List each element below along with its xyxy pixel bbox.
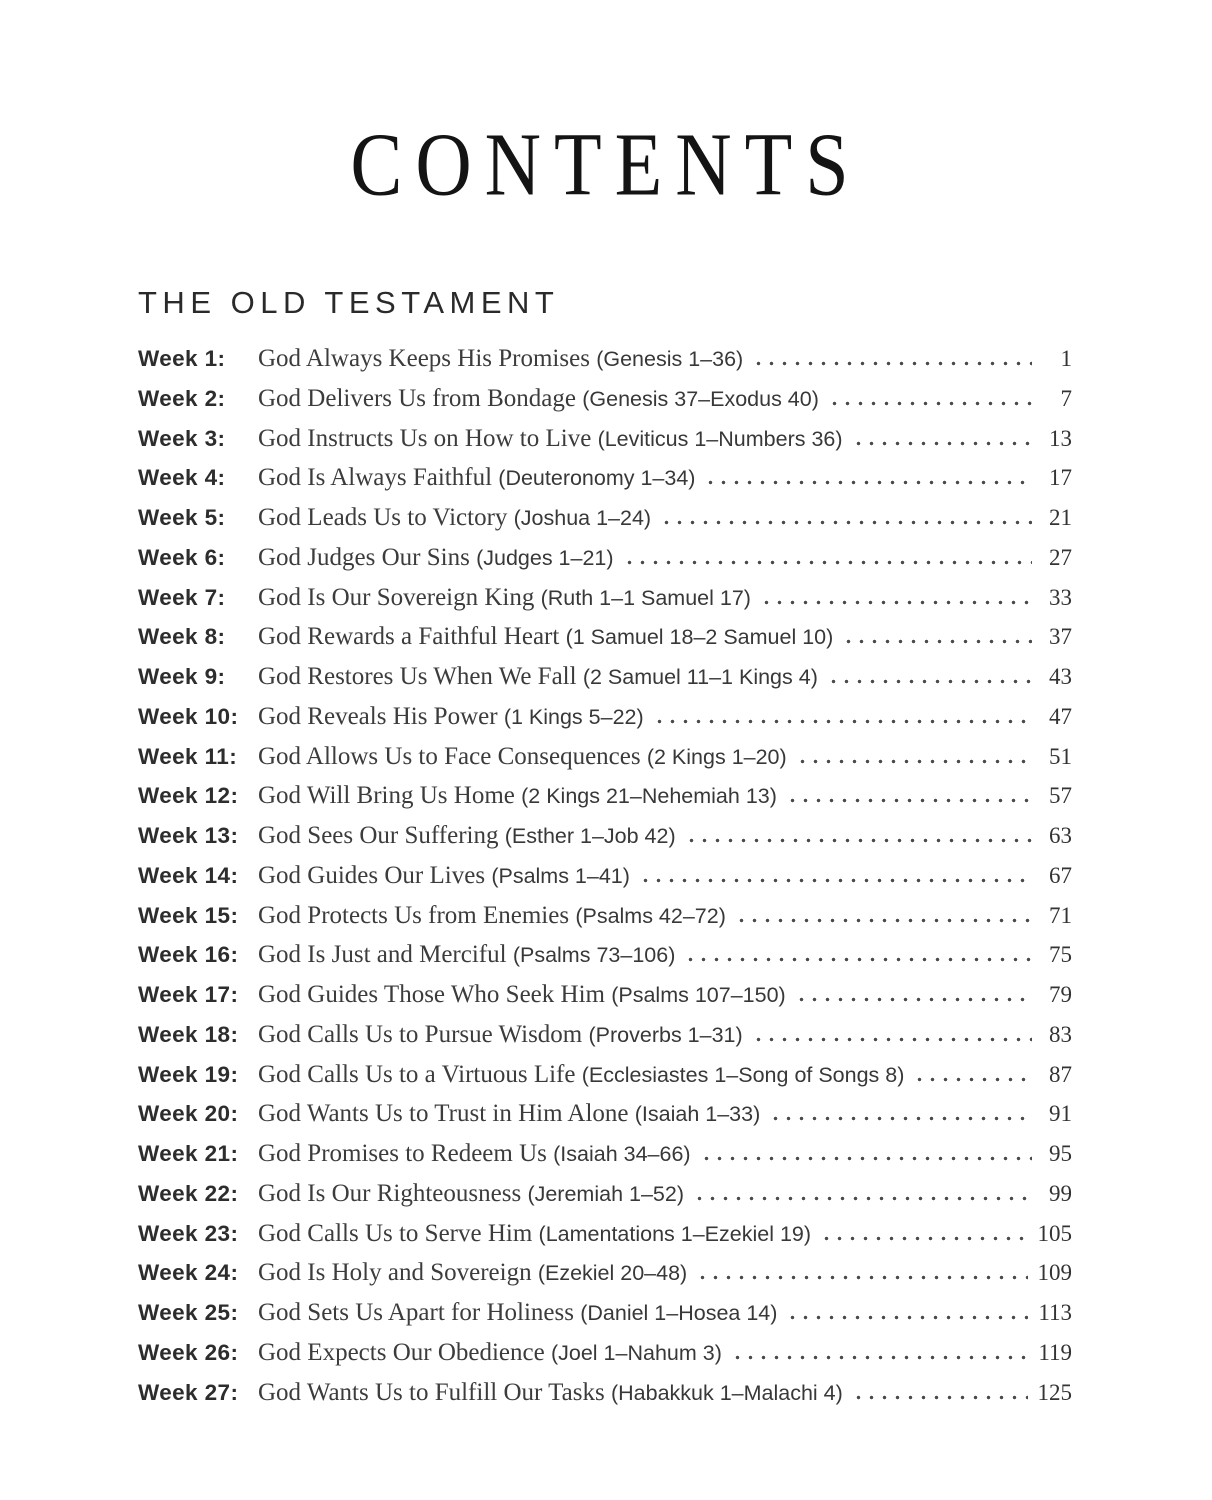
dot-leader [653,719,1032,724]
page-number: 79 [1049,982,1072,1007]
scripture-ref: (Ezekiel 20–48) [537,1261,688,1286]
toc-row [138,623,1072,663]
toc-row [138,544,1072,584]
scripture-ref: (Jeremiah 1–52) [527,1181,684,1206]
scripture-ref: (Joel 1–Nahum 3) [550,1340,722,1365]
toc-row [138,584,1072,624]
week-label: Week 14: [138,862,239,888]
entry-title: God Promises to Redeem Us [258,1140,554,1167]
scripture-ref: (Psalms 42–72) [575,903,726,928]
scripture-ref: (Deuteronomy 1–34) [498,466,696,491]
week-label: Week 19: [138,1061,239,1087]
scripture-ref: (Leviticus 1–Numbers 36) [597,426,843,451]
entry-title: God Calls Us to a Virtuous Life [258,1060,582,1088]
week-label: Week 18: [138,1021,239,1047]
week-label: Week 20: [138,1101,239,1127]
entry-title: God Guides Our Lives [258,861,492,889]
scripture-ref: (Psalms 107–150) [611,983,786,1007]
toc-row [138,941,1072,981]
entry-title: God Is Always Faithful [258,464,499,492]
entry-text [258,822,676,850]
toc-row [138,385,1072,425]
dot-leader [735,918,1032,923]
entry-text [258,1339,722,1367]
page-number: 125 [1037,1379,1072,1405]
dot-leader [795,997,1032,1002]
dot-leader [693,1196,1032,1201]
toc-row [138,822,1072,862]
toc-row [138,703,1072,743]
toc-row [138,1339,1072,1379]
entry-title: God Calls Us to Pursue Wisdom [258,1020,589,1048]
page-number: 109 [1037,1260,1072,1286]
dot-leader [639,878,1032,883]
week-label: Week 15: [138,902,239,928]
entry-text [258,1379,843,1407]
toc-row [138,1379,1072,1419]
toc-row [138,862,1072,902]
section-heading-old-testament: THE OLD TESTAMENT [138,285,560,320]
page-number: 99 [1049,1180,1072,1206]
scripture-ref: (Esther 1–Job 42) [504,824,676,848]
entry-title: God Sees Our Suffering [258,822,505,849]
week-label: Week 2: [138,385,226,411]
scripture-ref: (Isaiah 34–66) [553,1142,691,1166]
entry-text [258,1021,743,1049]
toc-row [138,1140,1072,1180]
week-label: Week 8: [138,624,226,650]
scripture-ref: (Psalms 73–106) [512,943,676,968]
dot-leader [769,1116,1032,1121]
page-number: 119 [1038,1339,1072,1365]
dot-leader [786,798,1032,803]
entry-title: God Is Our Sovereign King [258,583,541,611]
dot-leader [913,1077,1032,1082]
entry-title: God Is Holy and Sovereign [258,1259,538,1287]
entry-text [258,544,614,572]
page-number: 57 [1049,783,1072,809]
dot-leader [796,759,1032,764]
dot-leader [696,1275,1027,1280]
dot-leader [852,1395,1028,1400]
week-label: Week 23: [138,1220,239,1246]
entry-text [258,1180,684,1208]
scripture-ref: (Ecclesiastes 1–Song of Songs 8) [581,1062,905,1087]
page-number: 83 [1049,1021,1072,1047]
page-number: 63 [1049,823,1072,848]
dot-leader [623,560,1032,565]
page-number: 37 [1049,624,1072,650]
entry-text [258,1299,777,1327]
entry-text [258,782,777,810]
page-number: 13 [1049,425,1072,451]
dot-leader [760,600,1032,605]
page-number: 71 [1049,902,1072,928]
toc-row [138,1299,1072,1339]
scripture-ref: (Joshua 1–24) [513,506,652,530]
dot-leader [752,1037,1032,1042]
toc-row [138,345,1072,385]
dot-leader [752,361,1032,366]
entry-text [258,504,651,532]
toc-row [138,1220,1072,1260]
dot-leader [685,838,1032,843]
week-label: Week 6: [138,544,226,570]
week-label: Week 16: [138,942,239,968]
week-label: Week 22: [138,1180,239,1206]
toc-row [138,902,1072,942]
entry-title: God Protects Us from Enemies [258,901,576,929]
entry-title: God Rewards a Faithful Heart [258,623,566,651]
scripture-ref: (Ruth 1–1 Samuel 17) [540,585,751,610]
entry-text [258,464,695,492]
scripture-ref: (Daniel 1–Hosea 14) [580,1301,778,1325]
entry-text [258,981,786,1009]
dot-leader [820,1236,1027,1241]
toc-row [138,504,1072,544]
entry-title: God Guides Those Who Seek Him [258,981,612,1008]
page-number: 91 [1049,1101,1072,1127]
dot-leader [852,441,1032,446]
week-label: Week 5: [138,505,226,530]
scripture-ref: (Proverbs 1–31) [588,1022,743,1047]
week-label: Week 13: [138,823,239,848]
toc-list [138,345,1072,1418]
entry-text [258,1220,811,1248]
scripture-ref: (1 Kings 5–22) [503,704,644,729]
entry-title: God Calls Us to Serve Him [258,1219,539,1247]
page-title: CONTENTS [350,113,862,215]
week-label: Week 27: [138,1379,239,1405]
toc-row [138,1100,1072,1140]
entry-text [258,663,818,691]
page-number: 17 [1049,465,1072,491]
page-number: 21 [1049,505,1072,530]
week-label: Week 11: [138,743,238,769]
entry-title: God Delivers Us from Bondage [258,384,583,412]
dot-leader [660,520,1032,525]
scripture-ref: (Habakkuk 1–Malachi 4) [610,1380,843,1405]
page-number: 43 [1049,664,1072,689]
entry-title: God Instructs Us on How to Live [258,424,598,452]
page-number: 113 [1038,1300,1072,1325]
toc-row [138,425,1072,465]
scripture-ref: (1 Samuel 18–2 Samuel 10) [565,625,834,650]
week-label: Week 17: [138,982,239,1007]
entry-text [258,1100,760,1128]
entry-text [258,862,630,890]
week-label: Week 10: [138,703,239,729]
entry-text [258,743,787,771]
toc-row [138,1259,1072,1299]
dot-leader [700,1156,1032,1161]
entry-text [258,345,743,373]
week-label: Week 24: [138,1260,239,1286]
scripture-ref: (Judges 1–21) [476,545,614,570]
page-number: 1 [1060,346,1072,371]
entry-text [258,584,751,612]
page-number: 51 [1049,743,1072,769]
scripture-ref: (Genesis 37–Exodus 40) [582,386,819,411]
entry-text [258,623,833,651]
entry-title: God Allows Us to Face Consequences [258,742,647,770]
toc-row [138,981,1072,1021]
entry-title: God Will Bring Us Home [258,782,522,810]
page-number: 75 [1049,942,1072,968]
entry-text [258,941,675,969]
entry-title: God Leads Us to Victory [258,504,514,531]
entry-title: God Restores Us When We Fall [258,663,583,690]
page-number: 27 [1049,544,1072,570]
entry-title: God Wants Us to Fulfill Our Tasks [258,1378,611,1406]
toc-row [138,663,1072,703]
week-label: Week 7: [138,584,226,610]
entry-title: God Always Keeps His Promises [258,345,597,372]
scripture-ref: (2 Kings 21–Nehemiah 13) [521,784,777,809]
dot-leader [684,957,1032,962]
dot-leader [842,639,1032,644]
entry-text [258,1061,904,1089]
week-label: Week 1: [138,346,226,371]
toc-row [138,782,1072,822]
page-number: 105 [1037,1220,1072,1246]
entry-text [258,703,644,731]
week-label: Week 9: [138,664,226,689]
scripture-ref: (2 Kings 1–20) [646,744,787,769]
entry-title: God Expects Our Obedience [258,1338,551,1366]
entry-title: God Sets Us Apart for Holiness [258,1299,581,1326]
entry-title: God Wants Us to Trust in Him Alone [258,1100,635,1128]
scripture-ref: (Psalms 1–41) [491,863,630,888]
entry-text [258,902,726,930]
week-label: Week 4: [138,465,226,491]
entry-text [258,1140,691,1168]
entry-title: God Reveals His Power [258,702,504,730]
dot-leader [786,1315,1028,1320]
page-number: 95 [1049,1141,1072,1166]
week-label: Week 25: [138,1300,239,1325]
entry-title: God Judges Our Sins [258,543,477,571]
week-label: Week 21: [138,1141,239,1166]
dot-leader [731,1355,1028,1360]
toc-row [138,1180,1072,1220]
page-number: 33 [1049,584,1072,610]
scripture-ref: (Genesis 1–36) [596,347,744,371]
week-label: Week 12: [138,783,239,809]
toc-row [138,743,1072,783]
week-label: Week 26: [138,1339,239,1365]
page-number: 7 [1060,385,1072,411]
dot-leader [828,401,1032,406]
dot-leader [827,679,1032,684]
toc-row [138,464,1072,504]
dot-leader [704,480,1032,485]
page-number: 67 [1049,862,1072,888]
entry-text [258,385,819,413]
page-number: 47 [1049,703,1072,729]
scripture-ref: (Isaiah 1–33) [634,1102,761,1127]
scripture-ref: (Lamentations 1–Ezekiel 19) [538,1221,812,1246]
scripture-ref: (2 Samuel 11–1 Kings 4) [582,665,818,689]
toc-row [138,1021,1072,1061]
entry-title: God Is Just and Merciful [258,941,513,969]
page-number: 87 [1049,1061,1072,1087]
entry-text [258,425,843,453]
toc-row [138,1061,1072,1101]
week-label: Week 3: [138,425,226,451]
entry-title: God Is Our Righteousness [258,1179,528,1207]
entry-text [258,1259,687,1287]
